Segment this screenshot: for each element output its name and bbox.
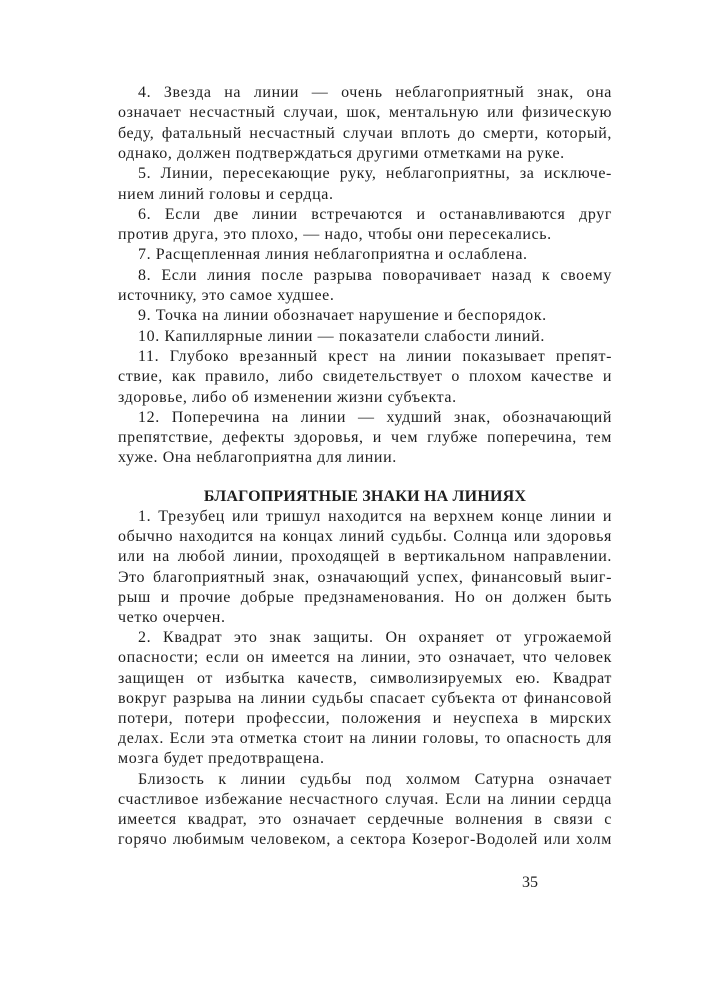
text-line: беду, фатальный несчастный случаи вплоть до смерти, который,: [118, 125, 612, 142]
text-line: вокруг разрыва на линии судьбы спасает субъекта от финансовой: [118, 690, 612, 707]
text-line: потери, потери профессии, положения и неуспеха в мирских: [118, 710, 612, 727]
text-line: 9. Точка на линии обозначает нарушение и беспорядок.: [138, 307, 547, 324]
text-line: защищен от избытка качеств, символизируемых ею. Квадрат: [118, 670, 612, 687]
text-line: Это благоприятный знак, означающий успех, финансовый выиг-: [118, 569, 612, 586]
text-line: 2. Квадрат это знак защиты. Он охраняет от угрожаемой: [138, 629, 612, 646]
text-line: источнику, это самое худшее.: [118, 287, 335, 304]
text-line: или на любой линии, проходящей в вертикальном направлении.: [118, 548, 612, 565]
text-line: 8. Если линия после разрыва поворачивает назад к своему: [138, 267, 612, 284]
text-line: 6. Если две линии встречаются и останавливаются друг: [138, 206, 612, 223]
text-line: мозга будет предотвращена.: [118, 750, 325, 767]
text-line: 10. Капиллярные линии — показатели слабости линий.: [138, 328, 545, 345]
text-line: препятствие, дефекты здоровья, и чем глубже поперечина, тем: [118, 429, 612, 446]
text-line: опасности; если он имеется на линии, это означает, что человек: [118, 649, 612, 666]
text-line: хуже. Она неблагоприятна для линии.: [118, 449, 397, 466]
page-number: 35: [522, 874, 538, 891]
text-line: 7. Расщепленная линия неблагоприятна и ослаблена.: [138, 246, 528, 263]
text-line: рыш и прочие добрые предзнаменования. Но он должен быть: [118, 589, 612, 606]
text-line: счастливое избежание несчастного случая. Если на линии сердца: [118, 791, 612, 808]
text-line: нием линий головы и сердца.: [118, 186, 334, 203]
text-line: имеется квадрат, это означает сердечные волнения в связи с: [118, 811, 612, 828]
text-line: 5. Линии, пересекающие руку, неблагоприятны, за исключе-: [138, 165, 612, 182]
text-line: против друга, это плохо, — надо, чтобы они пересекались.: [118, 226, 552, 243]
text-line: 12. Поперечина на линии — худший знак, обозначающий: [138, 409, 612, 426]
text-line: ствие, как правило, либо свидетельствует о плохом качестве и: [118, 368, 612, 385]
text-line: четко очерчен.: [118, 609, 226, 626]
text-line: делах. Если эта отметка стоит на линии головы, то опасность для: [118, 730, 612, 747]
text-line: однако, должен подтверждаться другими отметками на руке.: [118, 145, 565, 162]
text-line: означает несчастный случаи, шок, ментальную или физическую: [118, 104, 612, 121]
section-heading: БЛАГОПРИЯТНЫЕ ЗНАКИ НА ЛИНИЯХ: [203, 488, 527, 505]
text-line: 4. Звезда на линии — очень неблагоприятный знак, она: [138, 84, 612, 101]
text-line: 1. Трезубец или тришул находится на верхнем конце линии и: [138, 508, 612, 525]
text-line: 11. Глубоко врезанный крест на линии показывает препят-: [138, 348, 612, 365]
text-line: здоровье, либо об изменении жизни субъекта.: [118, 389, 457, 406]
text-line: горячо любимым человеком, а сектора Козерог-Водолей или холм: [118, 831, 612, 848]
text-line: Близость к линии судьбы под холмом Сатурна означает: [138, 771, 612, 788]
text-line: обычно находится на концах линий судьбы. Солнца или здоровья: [118, 528, 612, 545]
